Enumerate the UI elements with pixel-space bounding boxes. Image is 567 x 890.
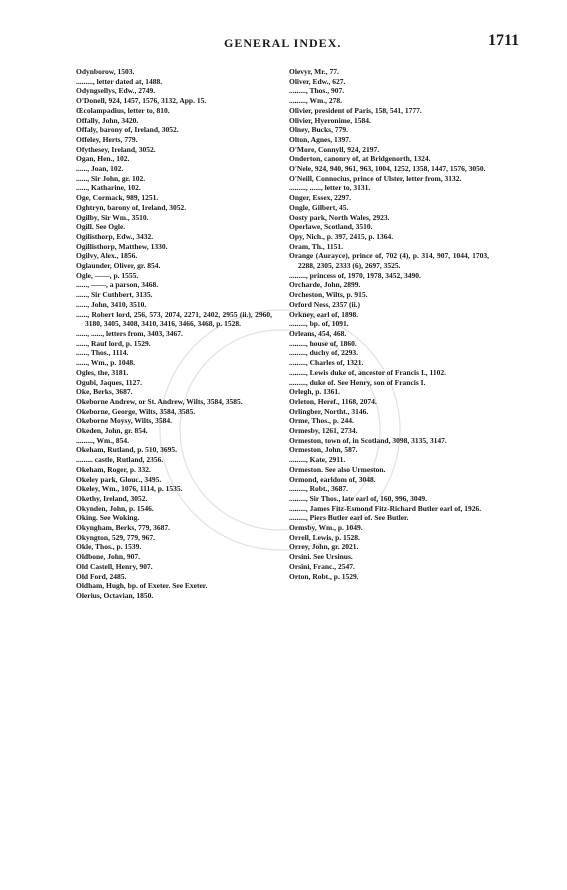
index-entry: Oglaunder, Oliver, gr. 854. bbox=[76, 261, 161, 271]
index-entry: ........., letter dated at, 1488. bbox=[76, 76, 163, 86]
index-entry: ......, Rauf lord, p. 1529. bbox=[76, 338, 151, 348]
index-entry: Oram, Th., 1151. bbox=[289, 241, 344, 251]
index-entry: Ogles, the, 3181. bbox=[76, 367, 129, 377]
index-entry: Odynborow, 1503. bbox=[76, 67, 135, 76]
index-entry: Olevyr, Mr., 77. bbox=[289, 67, 339, 76]
index-entry: Okethy, Ireland, 3052. bbox=[76, 493, 148, 503]
index-entry: Orlegh, p. 1361. bbox=[289, 387, 341, 397]
index-entry: ......, ——, a parson, 3468. bbox=[76, 280, 159, 290]
index-entry: Okeborne Moysy, Wilts, 3584. bbox=[76, 416, 172, 426]
index-entry: ........., ......, letter to, 3131. bbox=[289, 183, 371, 193]
index-entry: Olton, Agnes, 1397. bbox=[289, 134, 351, 144]
index-entry: Orsini. See Ursinus. bbox=[289, 552, 353, 562]
index-entry: Orange (Aurayce), prince of, 702 (4), p. 314, 907, 1044, 1703, 2288, 2305, 2333 (6), 2697, 3525. bbox=[289, 251, 489, 271]
index-entry: Olivier, president of Paris, 158, 541, 1777. bbox=[289, 105, 422, 115]
index-entry: Okeborne Andrew, or St. Andrew, Wilts, 3584, 3585. bbox=[76, 396, 243, 406]
index-entry: Orrey, John, gr. 2021. bbox=[289, 542, 359, 552]
index-entry: Ogubi, Jaques, 1127. bbox=[76, 377, 143, 387]
index-entry: Orcheston, Wilts, p. 915. bbox=[289, 290, 368, 300]
index-entry: Onderton, canonry of, at Bridgenorth, 1324. bbox=[289, 154, 431, 164]
index-entry: Ogillisthorp, Matthew, 1330. bbox=[76, 241, 168, 251]
index-entry: Opy, Nich., p. 397, 2415, p. 1364. bbox=[289, 231, 394, 241]
index-entry: Odyngsellys, Edw., 2749. bbox=[76, 86, 156, 96]
index-entry: Offally, John, 3420. bbox=[76, 115, 139, 125]
index-entry: Okyngham, Berks, 779, 3687. bbox=[76, 523, 170, 533]
index-entry: ........., Kate, 2911. bbox=[289, 455, 346, 465]
index-entry: Offeley, Herts, 779. bbox=[76, 134, 138, 144]
index-entry: Orleton, Heref., 1168, 2074. bbox=[289, 396, 377, 406]
index-entry: Ogle, ——, p. 1555. bbox=[76, 270, 139, 280]
index-entry: Oldham, Hugh, bp. of Exeter. See Exeter. bbox=[76, 581, 208, 591]
index-entry: Orford Ness, 2357 (ii.) bbox=[289, 299, 361, 309]
index-entry: ......, ......, letters from, 3403, 3467. bbox=[76, 328, 183, 338]
index-entry: Okeley, Wm., 1076, 1114, p. 1535. bbox=[76, 484, 183, 494]
index-entry: Onger, Essex, 2297. bbox=[289, 193, 352, 203]
index-entry: Okeham, Rutland, p. 510, 3695. bbox=[76, 445, 178, 455]
index-entry: Orcharde, John, 2899. bbox=[289, 280, 361, 290]
index-entry: Œcolampadius, letter to, 810. bbox=[76, 105, 170, 115]
index-entry: Ogilisthorp, Edw., 3432. bbox=[76, 231, 154, 241]
index-entry: O'Nele, 924, 940, 961, 963, 1004, 1252, 1358, 1447, 1576, 3050. bbox=[289, 164, 486, 174]
index-column-left bbox=[76, 67, 272, 601]
index-entry: Olney, Bucks, 779. bbox=[289, 125, 348, 135]
index-entry: Ormeston. See also Urmeston. bbox=[289, 464, 386, 474]
index-entry: ........., Charles of, 1321. bbox=[289, 358, 364, 368]
index-entry: ......, Joan, 102. bbox=[76, 164, 124, 174]
index-entry: Okeborne, George, Wilts, 3584, 3585. bbox=[76, 406, 196, 416]
index-entry: ........., bp. of, 1091. bbox=[289, 319, 349, 329]
index-entry: Ormond, earldom of, 3048. bbox=[289, 474, 376, 484]
index-entry: Ofythesey, Ireland, 3052. bbox=[76, 144, 156, 154]
page-header bbox=[0, 14, 567, 50]
index-entry: ......, Katharine, 102. bbox=[76, 183, 141, 193]
index-entry: Ongle, Gilbert, 45. bbox=[289, 202, 349, 212]
index-entry: Ogan, Hen., 102. bbox=[76, 154, 130, 164]
index-entry: Ogilvy, Alex., 1856. bbox=[76, 251, 138, 261]
index-entry: ........., Wm., 278. bbox=[289, 96, 342, 106]
index-entry: Orkney, earl of, 1898. bbox=[289, 309, 359, 319]
index-entry: ......, John, 3410, 3510. bbox=[76, 299, 147, 309]
index-entry: Olivier, Hyeronime, 1584. bbox=[289, 115, 371, 125]
index-entry: Olerius, Octavian, 1850. bbox=[76, 590, 154, 600]
index-entry: Orrell, Lewis, p. 1528. bbox=[289, 532, 360, 542]
index-entry: Oosty park, North Wales, 2923. bbox=[289, 212, 390, 222]
index-entry: Oking. See Woking. bbox=[76, 513, 140, 523]
index-entry: Oliver, Edw., 627. bbox=[289, 76, 346, 86]
index-entry: ........., Robt., 3687. bbox=[289, 484, 348, 494]
index-entry: Ogill. See Ogle. bbox=[76, 222, 126, 232]
index-entry: ......... castle, Rutland, 2356. bbox=[76, 455, 164, 465]
index-entry: ........., duchy of, 2293. bbox=[289, 348, 358, 358]
index-entry: Old Ford, 2485. bbox=[76, 571, 127, 581]
index-entry: Orlingber, Northt., 3146. bbox=[289, 406, 369, 416]
index-entry: ......, Thos., 1114. bbox=[76, 348, 129, 358]
index-entry: Ormsby, Wm., p. 1049. bbox=[289, 523, 363, 533]
index-entry: ........., Sir Thos., late earl of, 160, 996, 3049. bbox=[289, 493, 428, 503]
index-entry: Okeden, John, gr. 854. bbox=[76, 426, 148, 436]
index-entry: ........., Lewis duke of, ancestor of Francis I., 1102. bbox=[289, 367, 446, 377]
index-entry: Ogilby, Sir Wm., 3510. bbox=[76, 212, 149, 222]
index-entry: Oghtryn, barony of, Ireland, 3052. bbox=[76, 202, 187, 212]
index-entry: Ormeston, John, 587. bbox=[289, 445, 358, 455]
index-entry: ........., Piers Butler earl of. See Butler. bbox=[289, 513, 409, 523]
index-entry: ........., princess of, 1970, 1978, 3452, 3490. bbox=[289, 270, 421, 280]
index-entry: Okynden, John, p. 1546. bbox=[76, 503, 154, 513]
index-entry: Old Castell, Henry, 907. bbox=[76, 561, 153, 571]
page-number: 1711 bbox=[488, 32, 520, 49]
index-entry: Ormeston, town of, in Scotland, 3098, 3135, 3147. bbox=[289, 435, 447, 445]
index-entry: ......, Sir Cuthbert, 3135. bbox=[76, 290, 153, 300]
index-entry: Okle, Thos., p. 1539. bbox=[76, 542, 142, 552]
index-entry: Orleans, 454, 468. bbox=[289, 328, 347, 338]
index-entry: ........., duke of. See Henry, son of Francis I. bbox=[289, 377, 426, 387]
running-title: GENERAL INDEX. bbox=[224, 36, 342, 50]
index-entry: Orton, Robt., p. 1529. bbox=[289, 571, 359, 581]
index-entry: O'Neill, Connocius, prince of Ulster, letter from, 3132. bbox=[289, 173, 462, 183]
index-entry: Orme, Thos., p. 244. bbox=[289, 416, 354, 426]
index-entry: ......, Sir John, gr. 102. bbox=[76, 173, 146, 183]
index-entry: Operlawe, Scotland, 3510. bbox=[289, 222, 373, 232]
index-entry: Oge, Cormack, 989, 1251. bbox=[76, 193, 159, 203]
index-entry: Okeham, Roger, p. 332. bbox=[76, 464, 151, 474]
index-entry: Oldbone, John, 907. bbox=[76, 552, 140, 562]
index-column-right bbox=[289, 67, 489, 581]
index-entry: Offaly, barony of, Ireland, 3052. bbox=[76, 125, 179, 135]
index-entry: O'More, Connyll, 924, 2197. bbox=[289, 144, 380, 154]
index-entry: Oke, Berks, 3687. bbox=[76, 387, 133, 397]
index-entry: ........., Thos., 907. bbox=[289, 86, 345, 96]
index-entry: Orsini, Franc., 2547. bbox=[289, 561, 355, 571]
index-entry: ........., Wm., 854. bbox=[76, 435, 129, 445]
index-entry: ......, Wm., p. 1048. bbox=[76, 358, 136, 368]
index-entry: O'Donell, 924, 1457, 1576, 3132, App. 15. bbox=[76, 96, 207, 106]
index-entry: Okeley park, Glouc., 3495. bbox=[76, 474, 162, 484]
index-entry: ........., house of, 1860. bbox=[289, 338, 357, 348]
index-entry: ......, Robert lord, 256, 573, 2074, 2271, 2402, 2955 (ii.), 2960, 3180, 3405, 3408, 3410, 3416, 3466, 3468, p. 1528. bbox=[76, 309, 272, 329]
index-entry: Ormesby, 1261, 2734. bbox=[289, 426, 358, 436]
index-entry: ........., James Fitz-Esmond Fitz-Richard Butler earl of, 1926. bbox=[289, 503, 482, 513]
index-entry: Okyngton, 529, 779, 967. bbox=[76, 532, 155, 542]
